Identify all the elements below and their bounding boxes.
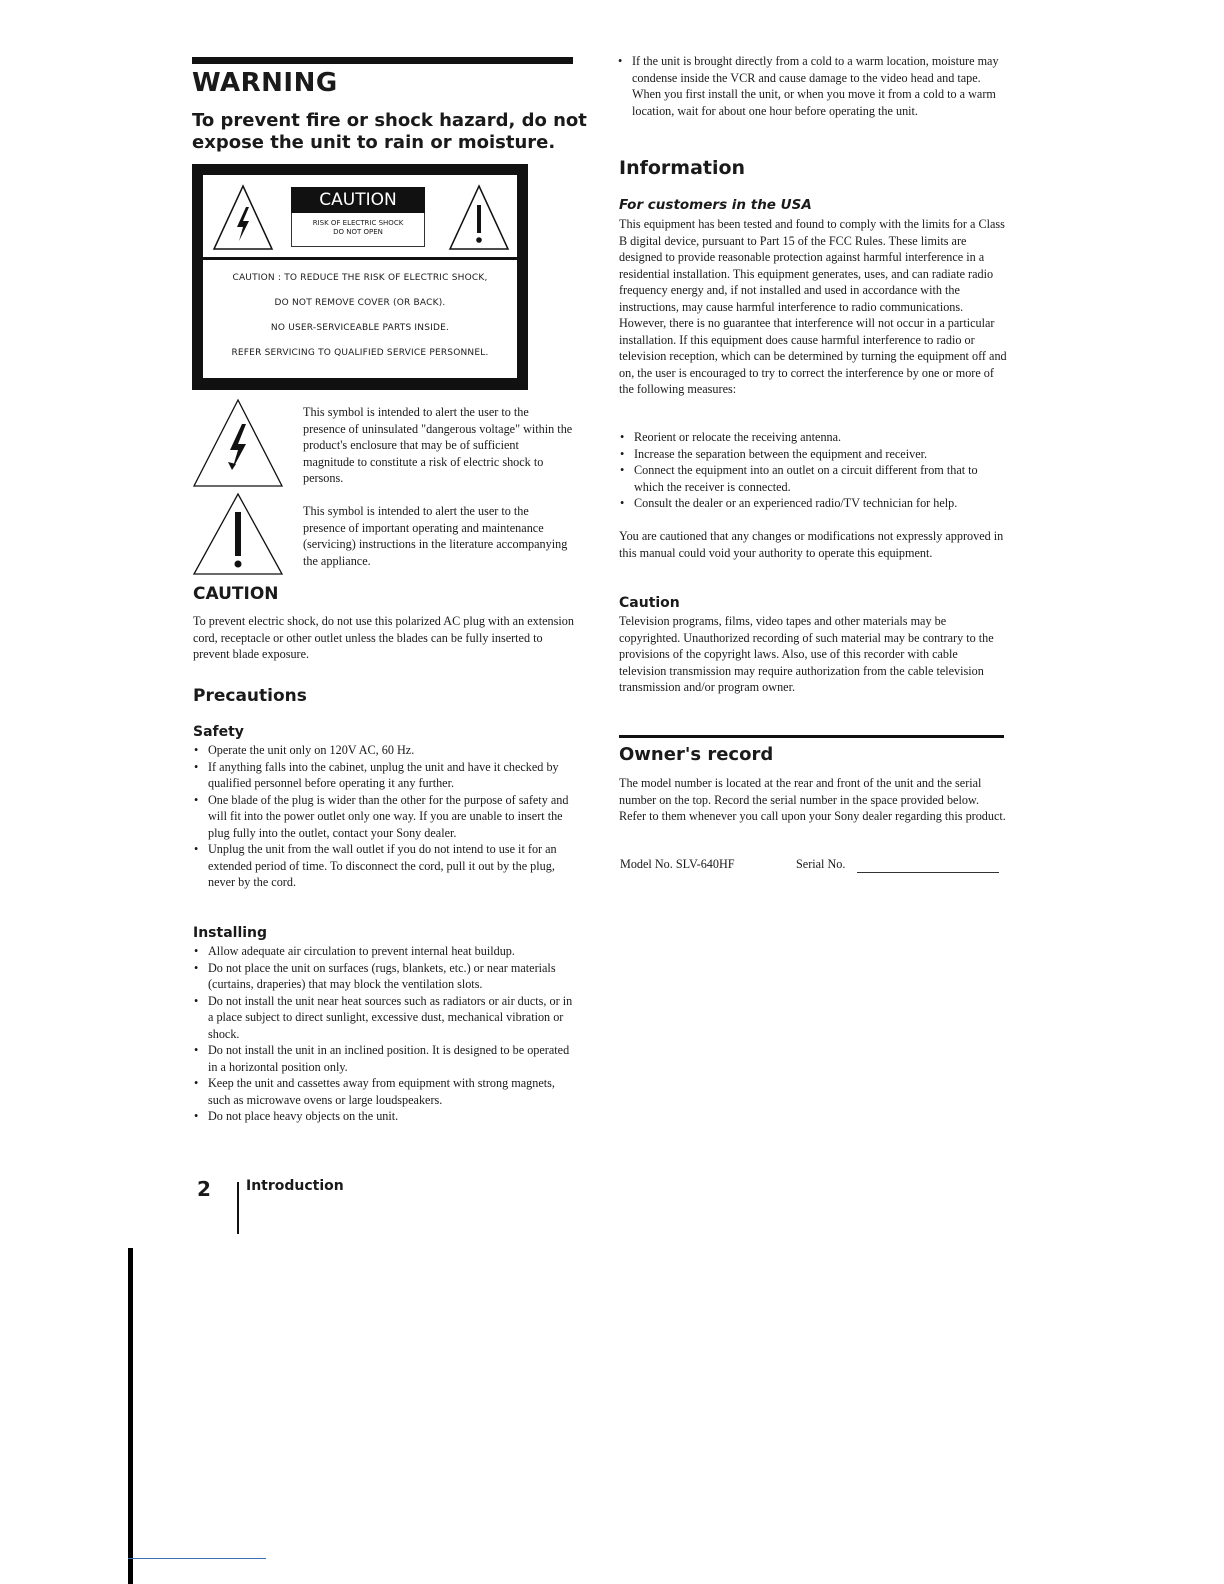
top-rule bbox=[192, 57, 573, 64]
list-item: • Allow adequate air circulation to prevent internal heat buildup. bbox=[194, 943, 579, 960]
electric-shock-warning-icon bbox=[211, 183, 275, 253]
condensation-list bbox=[618, 53, 1008, 119]
model-number: Model No. SLV-640HF bbox=[620, 857, 735, 871]
caution-box-body bbox=[203, 260, 517, 378]
warning-subtitle: To prevent fire or shock hazard, do not expose the unit to rain or moisture. bbox=[192, 110, 587, 153]
exclamation-symbol-description: This symbol is intended to alert the user to the presence of important operating and maintenance (servicing) instructions in the literature accompanying the appliance. bbox=[303, 504, 568, 568]
list-item: • Do not place heavy objects on the unit. bbox=[194, 1108, 579, 1125]
list-item: • Operate the unit only on 120V AC, 60 Hz. bbox=[194, 742, 579, 759]
precautions-heading: Precautions bbox=[193, 686, 307, 706]
caution-box-header bbox=[203, 175, 517, 257]
list-item: • Do not install the unit near heat sources such as radiators or air ducts, or in a place subject to direct sunlight, excessive dust, mechanical vibration or shock. bbox=[194, 993, 579, 1043]
list-item: • Do not install the unit in an inclined position. It is designed to be operated in a horizontal position only. bbox=[194, 1042, 579, 1075]
electric-shock-symbol-icon bbox=[192, 398, 284, 488]
list-item: • Consult the dealer or an experienced radio/TV technician for help. bbox=[620, 495, 1010, 512]
footer-divider bbox=[237, 1182, 239, 1234]
list-item: • Reorient or relocate the receiving antenna. bbox=[620, 429, 1010, 446]
usa-customers-heading: For customers in the USA bbox=[619, 197, 812, 213]
safety-heading: Safety bbox=[193, 724, 244, 740]
fcc-closing-text: You are cautioned that any changes or modifications not expressly approved in this manual could void your authority to operate this equipment. bbox=[619, 529, 1004, 560]
caution-line: DO NOT REMOVE COVER (OR BACK). bbox=[274, 298, 446, 308]
caution-plug-heading: CAUTION bbox=[193, 584, 279, 604]
copyright-caution-heading: Caution bbox=[619, 595, 680, 611]
risk-of-shock-notice bbox=[291, 213, 425, 247]
owners-record-rule bbox=[619, 735, 1004, 738]
list-item: • Do not place the unit on surfaces (rugs, blankets, etc.) or near materials (curtains, draperies) that may block the ventilation slots. bbox=[194, 960, 579, 993]
list-item: • If anything falls into the cabinet, unplug the unit and have it checked by qualified personnel before operating it any further. bbox=[194, 759, 579, 792]
list-item: • One blade of the plug is wider than the other for the purpose of safety and will fit into the power outlet only one way. If you are unable to insert the plug fully into the outlet, contact your Sony dealer. bbox=[194, 792, 579, 842]
warning-title: WARNING bbox=[192, 68, 338, 98]
copyright-caution-text: Television programs, films, video tapes and other materials may be copyrighted. Unauthorized recording of such material may be contrary to the provisions of the copyright laws. Also, use of this recorder with cable television transmission may require authorization from the cable television transmission and/or program owner. bbox=[619, 614, 994, 694]
installing-heading: Installing bbox=[193, 925, 268, 941]
caution-line: REFER SERVICING TO QUALIFIED SERVICE PERSONNEL. bbox=[231, 348, 489, 358]
serial-number-blank bbox=[857, 872, 999, 873]
risk-line-1: RISK OF ELECTRIC SHOCK bbox=[312, 219, 404, 227]
binding-edge-bar bbox=[128, 1248, 133, 1584]
list-item: • If the unit is brought directly from a cold to a warm location, moisture may condense inside the VCR and cause damage to the video head and tape. When you first install the unit, or when you move it from a cold to a warm location, wait for about one hour before operating the unit. bbox=[618, 53, 1008, 119]
information-heading: Information bbox=[619, 157, 746, 179]
bottom-edge-line bbox=[128, 1558, 266, 1559]
page-number: 2 bbox=[197, 1177, 211, 1201]
fcc-notice-text: This equipment has been tested and found to comply with the limits for a Class B digital device, pursuant to Part 15 of the FCC Rules. These limits are designed to provide reasonable protection against harmful interference in a residential installation. This equipment generates, uses, and can radiate radio frequency energy and, if not installed and used in accordance with the instructions, may cause harmful interference to radio communications. However, there is no guarantee that interference will not occur in a particular installation. If this equipment does cause harmful interference to radio or television reception, which can be determined by turning the equipment off and on, the user is encouraged to try to correct the interference by one or more of the following measures: bbox=[619, 217, 1007, 396]
exclamation-warning-icon bbox=[447, 183, 511, 253]
interference-measures-list bbox=[620, 429, 1010, 512]
caution-label: CAUTION bbox=[291, 187, 425, 213]
footer-section-title: Introduction bbox=[246, 1178, 344, 1194]
caution-plug-text: To prevent electric shock, do not use this polarized AC plug with an extension cord, receptacle or other outlet unless the blades can be fully inserted to prevent blade exposure. bbox=[193, 614, 574, 661]
exclamation-symbol-icon bbox=[192, 492, 284, 576]
list-item: • Unplug the unit from the wall outlet if you do not intend to use it for an extended period of time. To disconnect the cord, pull it out by the plug, never by the cord. bbox=[194, 841, 579, 891]
installing-list bbox=[194, 943, 579, 1125]
list-item: • Increase the separation between the equipment and receiver. bbox=[620, 446, 1010, 463]
risk-line-2: DO NOT OPEN bbox=[333, 228, 383, 236]
caution-line: NO USER-SERVICEABLE PARTS INSIDE. bbox=[270, 323, 450, 333]
caution-line: CAUTION : TO REDUCE THE RISK OF ELECTRIC SHOCK, bbox=[232, 273, 488, 283]
serial-number-label: Serial No. bbox=[796, 857, 846, 871]
safety-list bbox=[194, 742, 579, 891]
owners-record-text: The model number is located at the rear and front of the unit and the serial number on the top. Record the serial number in the space provided below. Refer to them whenever you call upon your Sony dealer regarding this product. bbox=[619, 776, 1006, 823]
owners-record-heading: Owner's record bbox=[619, 744, 774, 765]
caution-label-box bbox=[192, 164, 528, 390]
list-item: • Keep the unit and cassettes away from equipment with strong magnets, such as microwave ovens or large loudspeakers. bbox=[194, 1075, 579, 1108]
voltage-symbol-description: This symbol is intended to alert the user to the presence of uninsulated "dangerous voltage" within the product's enclosure that may be of sufficient magnitude to constitute a risk of electric shock to persons. bbox=[303, 405, 573, 485]
list-item: • Connect the equipment into an outlet on a circuit different from that to which the receiver is connected. bbox=[620, 462, 1010, 495]
